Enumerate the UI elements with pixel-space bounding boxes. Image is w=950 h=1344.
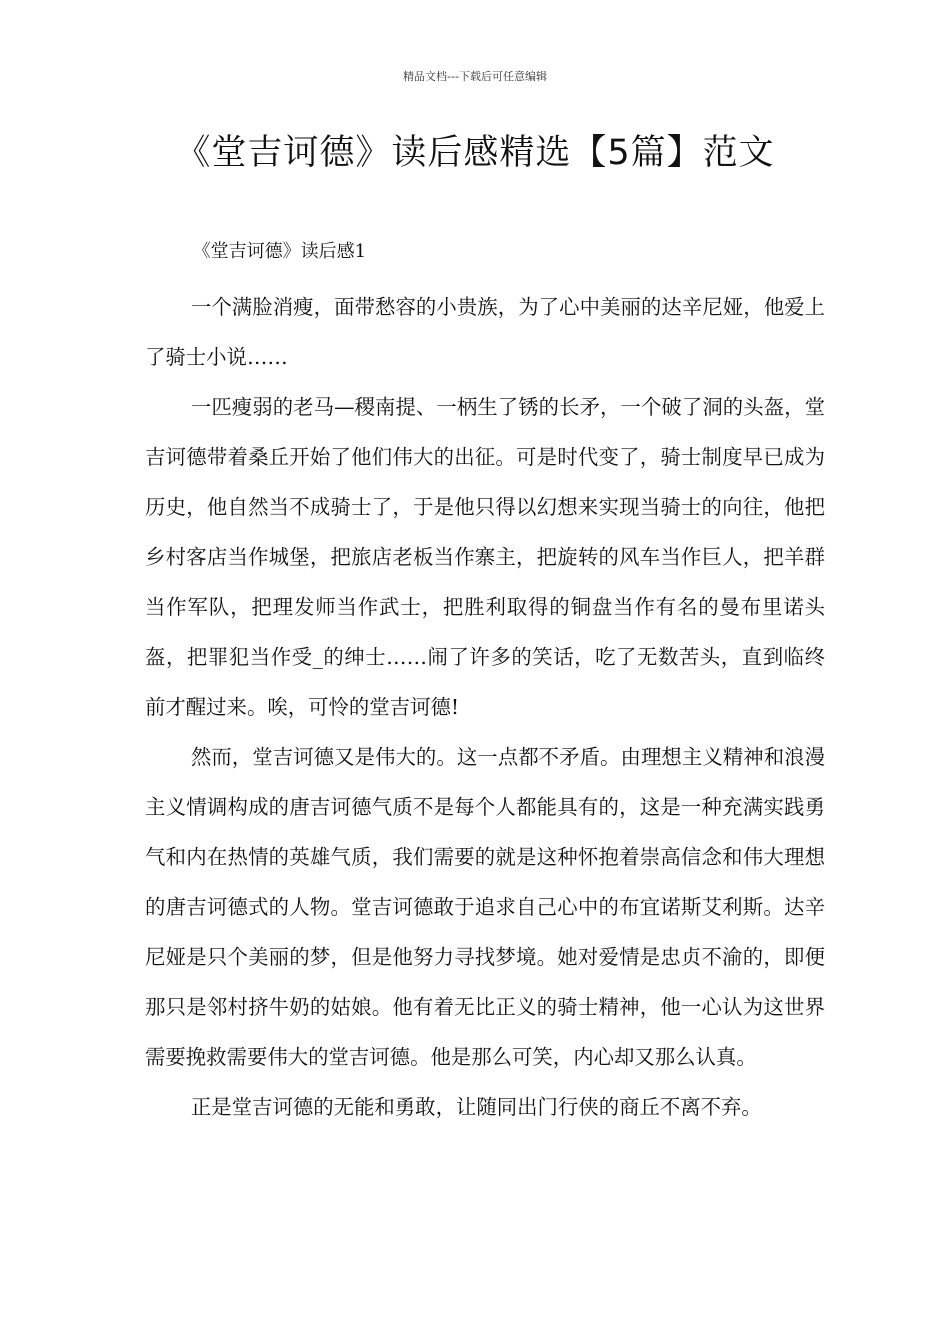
- document-body: [145, 232, 825, 1132]
- document-title: 《堂吉诃德》读后感精选【5篇】范文: [175, 133, 775, 173]
- paragraph-2: 一匹瘦弱的老马—稷南提、一柄生了锈的长矛，一个破了洞的头盔，堂吉诃德带着桑丘开始了他们伟大的出征。可是时代变了，骑士制度早已成为历史，他自然当不成骑士了，于是他只得以幻想来实现当骑士的向往，他把乡村客店当作城堡，把旅店老板当作寨主，把旋转的风车当作巨人，把羊群当作军队，把理发师当作武士，把胜利取得的铜盘当作有名的曼布里诺头盔，把罪犯当作受_的绅士……闹了许多的笑话，吃了无数苦头，直到临终前才醒过来。唉，可怜的堂吉诃德!: [145, 395, 825, 719]
- paragraph-4: 正是堂吉诃德的无能和勇敢，让随同出门行侠的商丘不离不弃。: [190, 1095, 762, 1119]
- paragraph-1: 一个满脸消瘦，面带愁容的小贵族，为了心中美丽的达辛尼娅，他爱上了骑士小说……: [145, 295, 825, 369]
- page-header-note: 精品文档---下载后可任意编辑: [403, 70, 547, 83]
- paragraph-3: 然而，堂吉诃德又是伟大的。这一点都不矛盾。由理想主义精神和浪漫主义情调构成的唐吉诃德气质不是每个人都能具有的，这是一种充满实践勇气和内在热情的英雄气质，我们需要的就是这种怀抱着崇高信念和伟大理想的唐吉诃德式的人物。堂吉诃德敢于追求自己心中的布宜诺斯艾利斯。达辛尼娅是只个美丽的梦，但是他努力寻找梦境。她对爱情是忠贞不渝的，即便那只是邻村挤牛奶的姑娘。他有着无比正义的骑士精神，他一心认为这世界需要挽救需要伟大的堂吉诃德。他是那么可笑，内心却又那么认真。: [145, 745, 825, 1069]
- section-heading: 《堂吉诃德》读后感1: [192, 241, 367, 262]
